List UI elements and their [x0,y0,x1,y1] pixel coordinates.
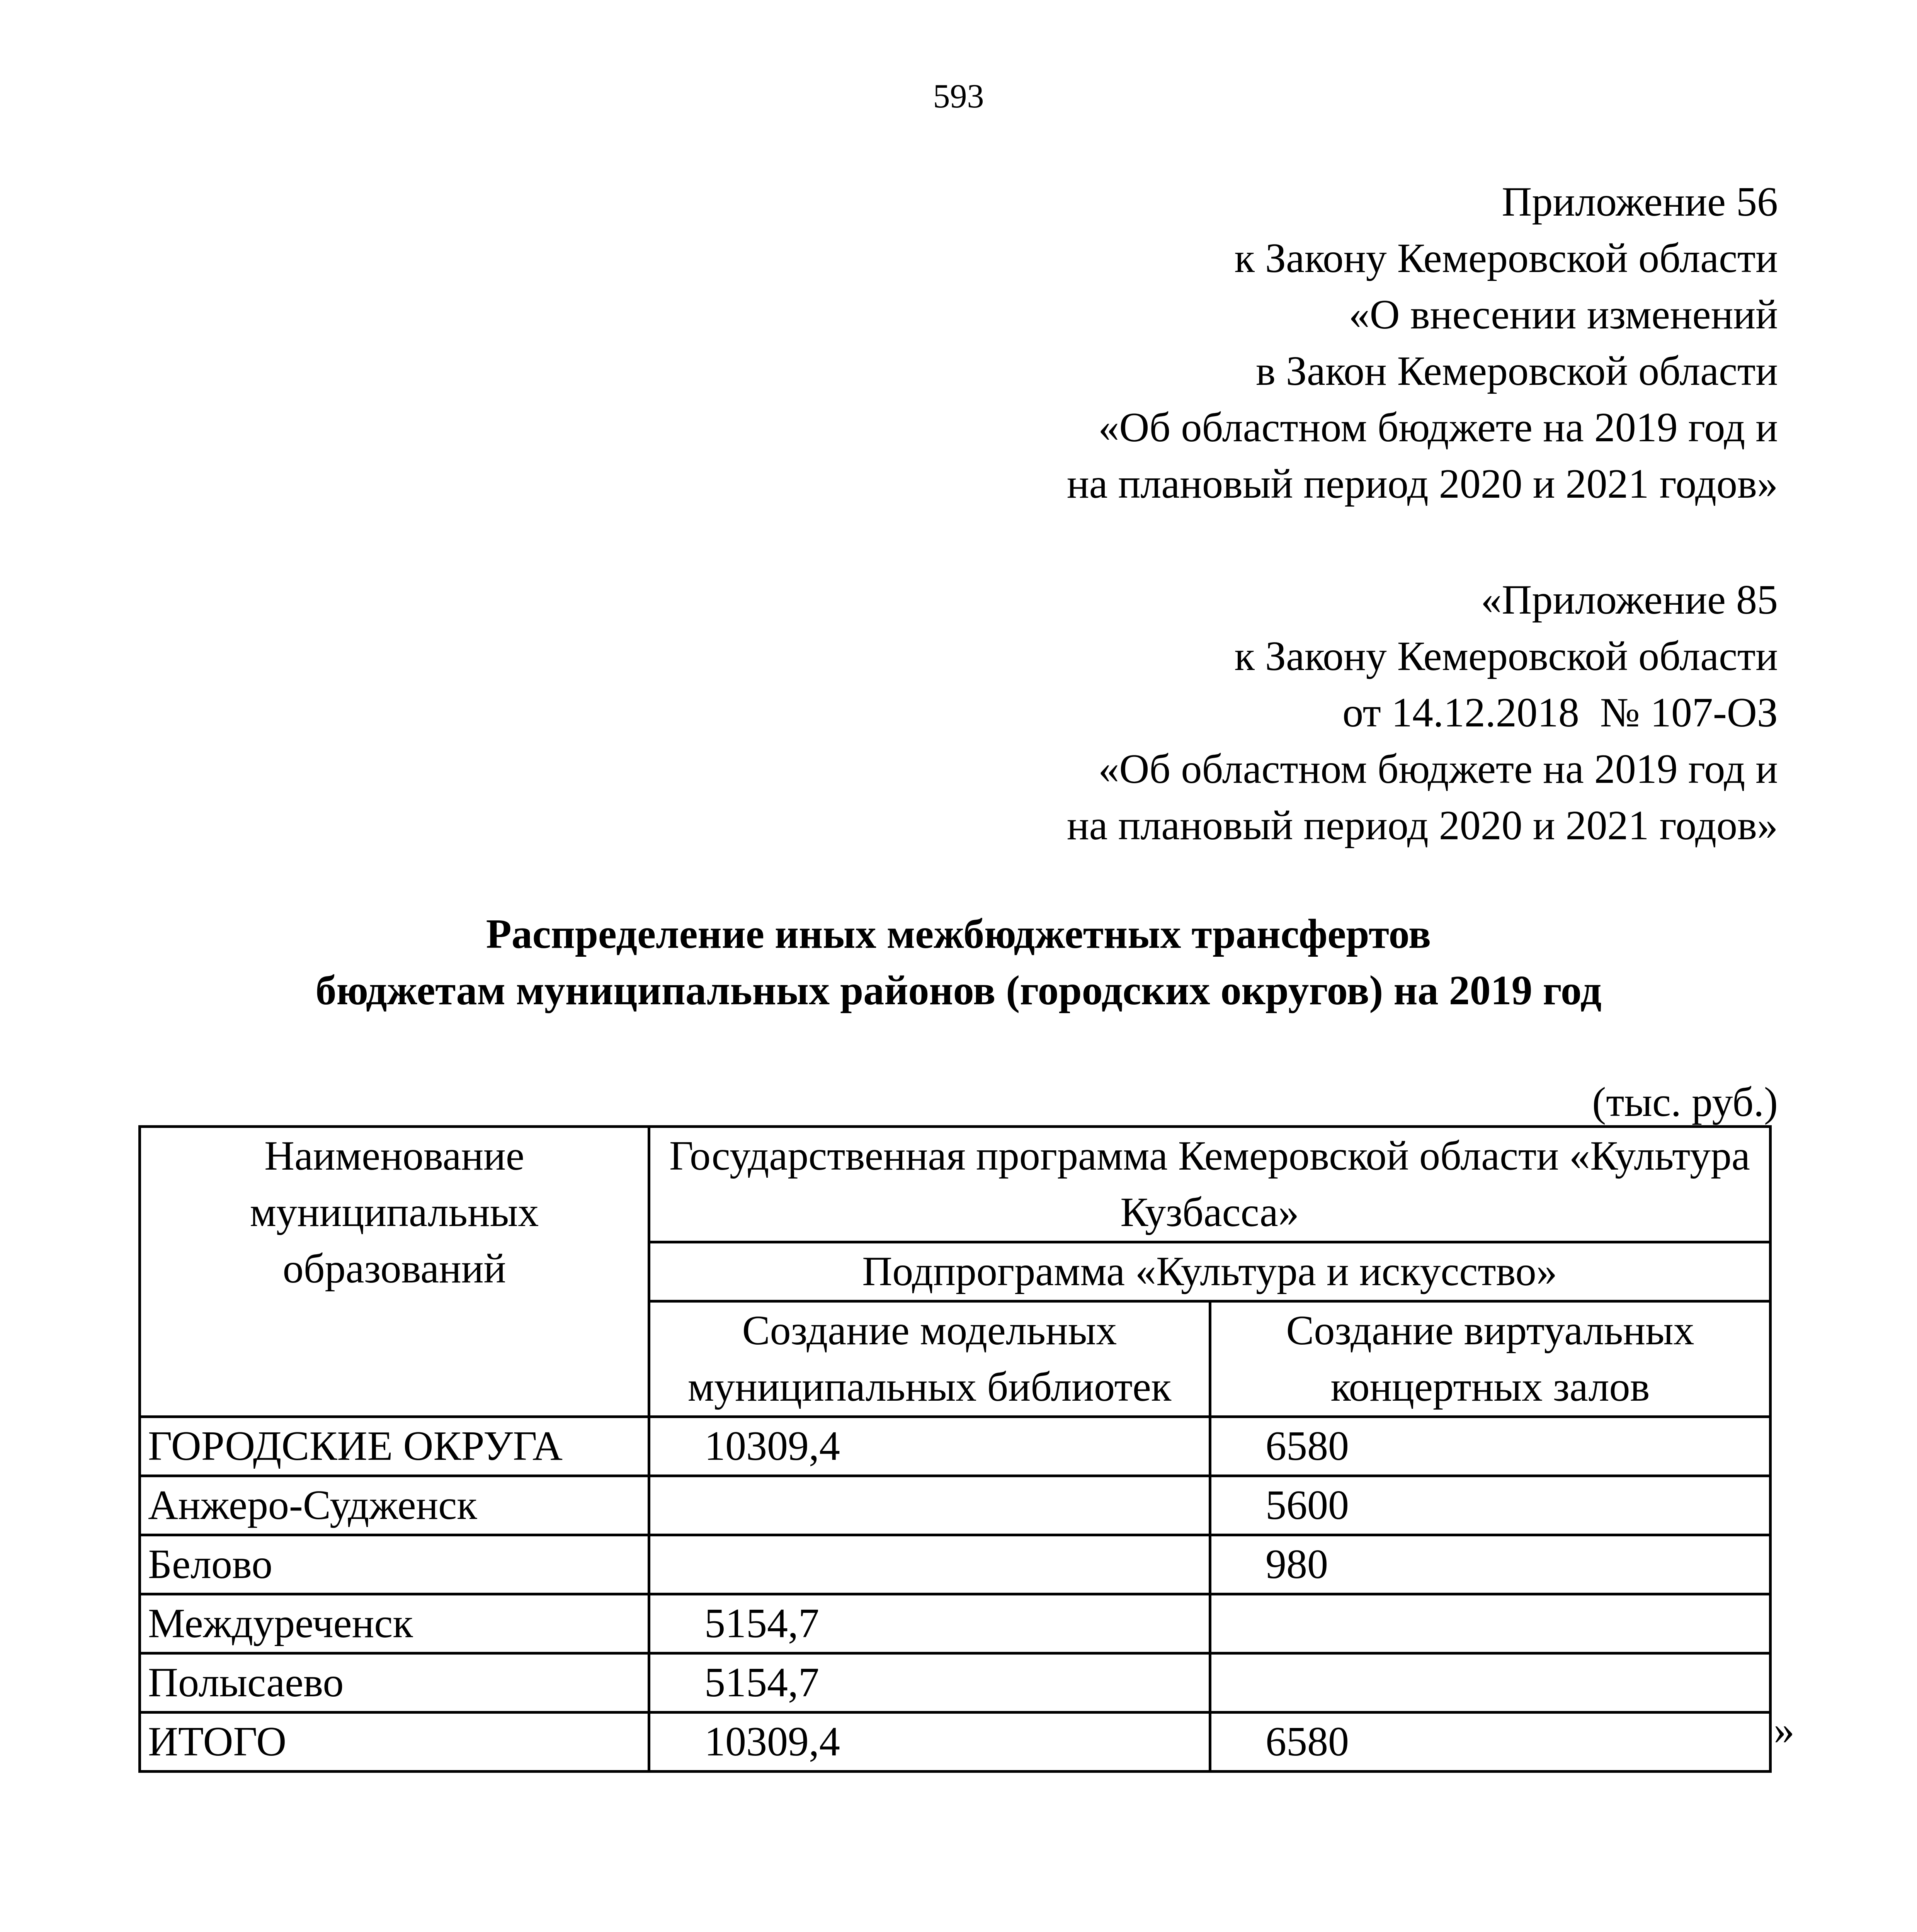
units-label: (тыс. руб.) [1592,1079,1778,1125]
appendix-85-line: на плановый период 2020 и 2021 годов» [1067,803,1778,849]
appendix-85-header [1067,572,1778,854]
appendix-56-line: на плановый период 2020 и 2021 годов» [1067,461,1778,507]
row-libraries-value: 10309,4 [649,1713,1210,1772]
table-row [140,1476,1771,1535]
header-program: Государственная программа Кемеровской области «Культура Кузбасса» [649,1127,1771,1242]
header-virtual-halls: Создание виртуальных концертных залов [1210,1301,1771,1417]
row-halls-value: 5600 [1210,1476,1771,1535]
header-subprogram: Подпрограмма «Культура и искусство» [649,1242,1771,1301]
document-title [0,906,1917,1019]
header-municipality-name: Наименование муниципальных образований [140,1127,649,1417]
appendix-85-line: «Приложение 85 [1481,577,1778,623]
appendix-85-line: «Об областном бюджете на 2019 год и [1098,746,1778,792]
row-halls-value: 6580 [1210,1417,1771,1476]
row-halls-value [1210,1594,1771,1653]
row-name: Междуреченск [140,1594,649,1653]
table-row-total [140,1713,1771,1772]
row-halls-value [1210,1653,1771,1713]
row-halls-value: 6580 [1210,1713,1771,1772]
appendix-85-line: к Закону Кемеровской области [1234,633,1778,679]
header-model-libraries: Создание модельных муниципальных библиотек [649,1301,1210,1417]
row-halls-value: 980 [1210,1535,1771,1594]
table-row [140,1594,1771,1653]
row-libraries-value: 5154,7 [649,1594,1210,1653]
appendix-56-line: «О внесении изменений [1349,292,1778,338]
appendix-56-line: в Закон Кемеровской области [1255,348,1778,394]
row-libraries-value: 10309,4 [649,1417,1210,1476]
document-title-line-2: бюджетам муниципальных районов (городских округов) на 2019 год [315,968,1602,1014]
closing-quote: » [1774,1707,1795,1753]
table-row [140,1417,1771,1476]
row-name: Анжеро-Судженск [140,1476,649,1535]
distribution-table [138,1125,1772,1773]
row-libraries-value [649,1476,1210,1535]
table-row [140,1653,1771,1713]
row-name: Белово [140,1535,649,1594]
appendix-56-header [1067,174,1778,512]
appendix-56-line: Приложение 56 [1502,179,1778,225]
appendix-56-line: «Об областном бюджете на 2019 год и [1098,405,1778,451]
row-name: ИТОГО [140,1713,649,1772]
page-number: 593 [933,78,984,115]
appendix-85-line: от 14.12.2018 № 107-ОЗ [1342,690,1778,736]
table-row [140,1535,1771,1594]
document-title-line-1: Распределение иных межбюджетных трансфертов [486,911,1431,957]
appendix-56-line: к Закону Кемеровской области [1234,235,1778,281]
row-libraries-value [649,1535,1210,1594]
row-name: Полысаево [140,1653,649,1713]
row-name: ГОРОДСКИЕ ОКРУГА [140,1417,649,1476]
row-libraries-value: 5154,7 [649,1653,1210,1713]
